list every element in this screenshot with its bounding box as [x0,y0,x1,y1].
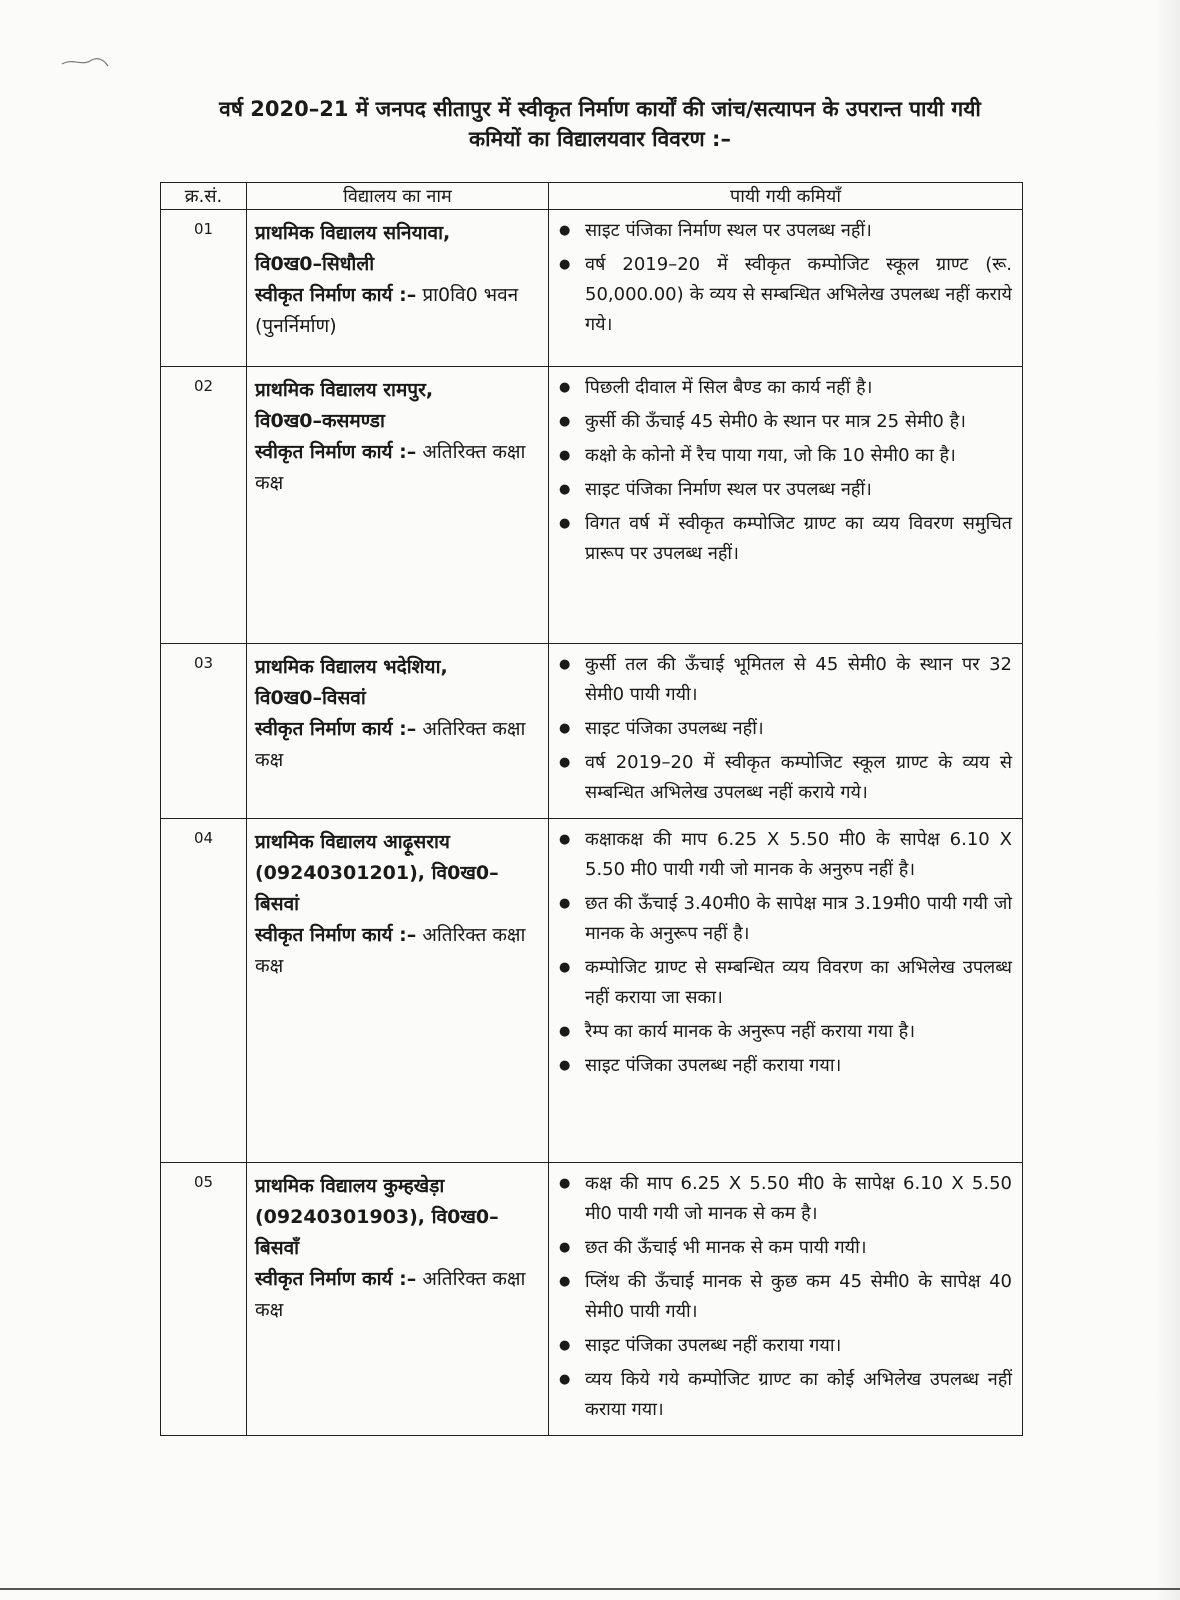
table-row [161,1163,1023,1436]
defect-item: ● कम्पोजिट ग्राण्ट से सम्बन्धित व्यय विवरण का अभिलेख उपलब्ध नहीं कराया जा सका। [557,953,1012,1013]
defect-item: ● कुर्सी तल की ऊँचाई भूमितल से 45 सेमी0 के स्थान पर 32 सेमी0 पायी गयी। [557,650,1012,710]
page-edge-shadow [1154,0,1180,1600]
defect-list [557,216,1012,340]
school-cell [247,210,549,367]
school-name: प्राथमिक विद्यालय सनियावा, [255,222,451,244]
serial-number: 03 [161,644,247,819]
work-label: स्वीकृत निर्माण कार्य :– [255,924,417,946]
document-title [150,94,1050,154]
defects-cell [549,644,1023,819]
defect-list [557,825,1012,1081]
work-label: स्वीकृत निर्माण कार्य :– [255,1268,417,1290]
table-header-row [161,183,1023,210]
school-name: प्राथमिक विद्यालय कुम्हखेड़ा [255,1175,445,1197]
school-cell [247,819,549,1163]
serial-number: 05 [161,1163,247,1436]
deficiency-table [160,182,1023,1436]
defect-item: ● पिछली दीवाल में सिल बैण्ड का कार्य नहीं है। [557,373,1012,403]
school-name: प्राथमिक विद्यालय आढ़ूसराय [255,831,450,853]
defects-cell [549,819,1023,1163]
work-value: अतिरिक्त कक्षा कक्ष [255,441,526,494]
table-row [161,644,1023,819]
school-name: प्राथमिक विद्यालय भदेशिया, [255,656,448,678]
school-block: (09240301201), वि0ख0–बिसवां [255,862,499,915]
scan-pen-mark [60,56,110,70]
school-block: (09240301903), वि0ख0–बिसवाँ [255,1206,499,1259]
school-block: वि0ख0–विसवां [255,687,366,709]
defect-list [557,650,1012,808]
work-label: स्वीकृत निर्माण कार्य :– [255,718,417,740]
school-cell [247,367,549,644]
header-serial: क्र.सं. [161,183,247,210]
header-school-name: विद्यालय का नाम [247,183,549,210]
defect-item: ● साइट पंजिका उपलब्ध नहीं कराया गया। [557,1331,1012,1361]
defect-item: ● व्यय किये गये कम्पोजिट ग्राण्ट का कोई अभिलेख उपलब्ध नहीं कराया गया। [557,1365,1012,1425]
work-label: स्वीकृत निर्माण कार्य :– [255,284,417,306]
defect-item: ● साइट पंजिका उपलब्ध नहीं कराया गया। [557,1051,1012,1081]
defect-item: ● साइट पंजिका निर्माण स्थल पर उपलब्ध नहीं। [557,475,1012,505]
work-value: अतिरिक्त कक्षा कक्ष [255,1268,526,1321]
school-block: वि0ख0–सिधौली [255,253,375,275]
defect-item: ● रैम्प का कार्य मानक के अनुरूप नहीं कराया गया है। [557,1017,1012,1047]
serial-number: 02 [161,367,247,644]
defect-item: ● छत की ऊँचाई भी मानक से कम पायी गयी। [557,1233,1012,1263]
title-line-2: कमियों का विद्यालयवार विवरण :– [469,127,731,151]
defect-item: ● कक्षो के कोनो में रैच पाया गया, जो कि 10 सेमी0 का है। [557,441,1012,471]
table-row [161,819,1023,1163]
table-row [161,367,1023,644]
defect-list [557,1169,1012,1425]
defect-item: ● विगत वर्ष में स्वीकृत कम्पोजिट ग्राण्ट का व्यय विवरण समुचित प्रारूप पर उपलब्ध नहीं। [557,509,1012,569]
school-name: प्राथमिक विद्यालय रामपुर, [255,379,434,401]
defects-cell [549,1163,1023,1436]
defect-item: ● प्लिंथ की ऊँचाई मानक से कुछ कम 45 सेमी0 के सापेक्ष 40 सेमी0 पायी गयी। [557,1267,1012,1327]
school-cell [247,1163,549,1436]
work-value: अतिरिक्त कक्षा कक्ष [255,924,526,977]
school-block: वि0ख0–कसमण्डा [255,410,385,432]
defect-list [557,373,1012,569]
table-body [161,210,1023,1436]
school-cell [247,644,549,819]
work-value: प्रा0वि0 भवन (पुनर्निर्माण) [255,284,519,337]
defect-item: ● कुर्सी की ऊँचाई 45 सेमी0 के स्थान पर मात्र 25 सेमी0 है। [557,407,1012,437]
defect-item: ● वर्ष 2019–20 में स्वीकृत कम्पोजिट स्कूल ग्राण्ट के व्यय से सम्बन्धित अभिलेख उपलब्ध नहीं कराये गये। [557,748,1012,808]
title-line-1: वर्ष 2020–21 में जनपद सीतापुर में स्वीकृत निर्माण कार्यों की जांच/सत्यापन के उपरान्त पायी गयी [219,97,981,121]
work-label: स्वीकृत निर्माण कार्य :– [255,441,417,463]
defect-item: ● कक्ष की माप 6.25 X 5.50 मी0 के सापेक्ष 6.10 X 5.50 मी0 पायी गयी जो मानक से कम है। [557,1169,1012,1229]
defect-item: ● वर्ष 2019–20 में स्वीकृत कम्पोजिट स्कूल ग्राण्ट (रू. 50,000.00) के व्यय से सम्बन्धित अभिलेख उपलब्ध नहीं कराये गये। [557,250,1012,340]
defect-item: ● साइट पंजिका उपलब्ध नहीं। [557,714,1012,744]
defect-item: ● साइट पंजिका निर्माण स्थल पर उपलब्ध नहीं। [557,216,1012,246]
defect-item: ● छत की ऊँचाई 3.40मी0 के सापेक्ष मात्र 3.19मी0 पायी गयी जो मानक के अनुरूप नहीं है। [557,889,1012,949]
serial-number: 01 [161,210,247,367]
defect-item: ● कक्षाकक्ष की माप 6.25 X 5.50 मी0 के सापेक्ष 6.10 X 5.50 मी0 पायी गयी जो मानक के अनुरुप नहीं है। [557,825,1012,885]
table-row [161,210,1023,367]
work-value: अतिरिक्त कक्षा कक्ष [255,718,526,771]
serial-number: 04 [161,819,247,1163]
defects-cell [549,367,1023,644]
header-defects: पायी गयी कमियाँ [549,183,1023,210]
defects-cell [549,210,1023,367]
scan-bottom-edge [0,1588,1180,1590]
